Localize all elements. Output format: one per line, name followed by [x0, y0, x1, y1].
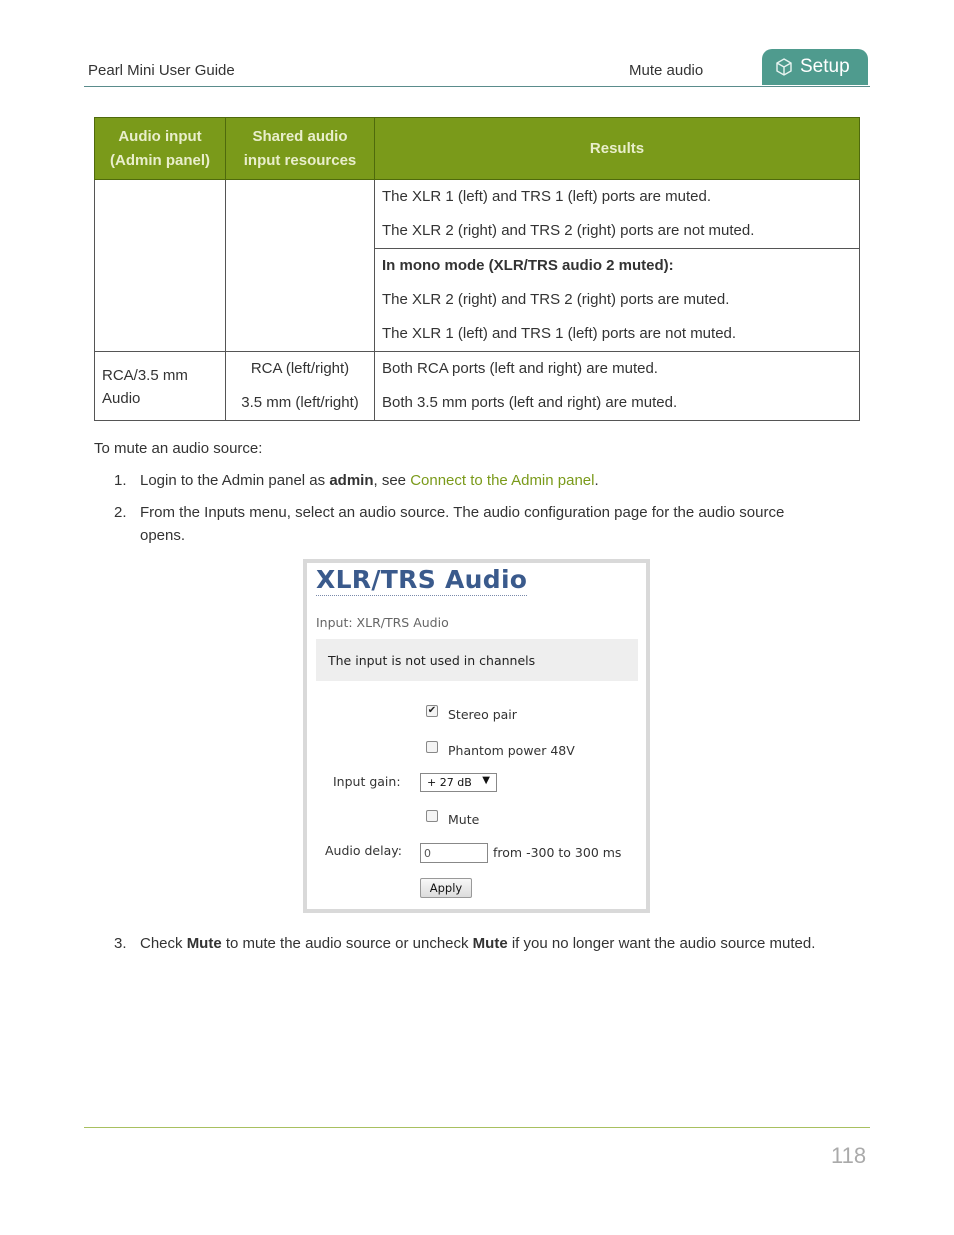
table-cell-empty — [226, 180, 375, 352]
cube-icon — [774, 57, 794, 77]
intro-text: To mute an audio source: — [94, 440, 263, 457]
table-cell-shared: RCA (left/right) 3.5 mm (left/right) — [226, 352, 375, 421]
stereo-pair-checkbox[interactable]: ✔ — [427, 705, 437, 716]
table-cell-results — [375, 180, 860, 249]
table-cell-empty — [95, 180, 226, 352]
table-cell-audio-input: RCA/3.5 mm Audio — [95, 352, 226, 421]
audio-delay-label: Audio delay: — [325, 843, 402, 858]
result-line: The XLR 2 (right) and TRS 2 (right) ports are muted. — [382, 291, 730, 308]
input-gain-label: Input gain: — [333, 774, 401, 789]
chevron-down-icon: ▼ — [482, 775, 490, 786]
stereo-pair-label: Stereo pair — [448, 707, 517, 722]
channel-notice: The input is not used in channels — [316, 639, 638, 681]
page-number: 118 — [831, 1143, 867, 1168]
document-title: Pearl Mini User Guide — [88, 62, 235, 79]
audio-delay-input[interactable]: 0 — [420, 843, 488, 863]
mute-label: Mute — [448, 812, 480, 827]
table-row — [95, 180, 860, 249]
table-cell-results — [375, 352, 860, 421]
header-divider — [84, 86, 870, 87]
input-label: Input: XLR/TRS Audio — [316, 615, 449, 630]
input-gain-select[interactable]: + 27 dB ▼ — [420, 773, 497, 792]
mono-mode-heading: In mono mode (XLR/TRS audio 2 muted): — [382, 257, 674, 274]
audio-config-screenshot — [303, 559, 650, 913]
connect-admin-link[interactable]: Connect to the Admin panel — [410, 472, 595, 489]
mute-checkbox[interactable] — [426, 810, 438, 822]
setup-tab-label: Setup — [800, 56, 850, 77]
config-title: XLR/TRS Audio — [316, 565, 528, 594]
footer-divider — [84, 1127, 870, 1128]
header-shared-audio: Shared audio input resources — [226, 118, 375, 180]
phantom-power-label: Phantom power 48V — [448, 743, 575, 758]
section-title: Mute audio — [629, 62, 704, 79]
table-cell-results — [375, 249, 860, 352]
result-line: The XLR 1 (left) and TRS 1 (left) ports are muted. — [382, 188, 712, 205]
apply-button[interactable]: Apply — [420, 878, 472, 898]
result-line: Both 3.5 mm ports (left and right) are muted. — [382, 394, 678, 411]
audio-delay-hint: from -300 to 300 ms — [493, 845, 622, 860]
results-table — [94, 117, 860, 421]
header-audio-input: Audio input (Admin panel) — [95, 118, 226, 180]
result-line: Both RCA ports (left and right) are muted. — [382, 360, 658, 377]
table-row — [95, 352, 860, 421]
phantom-power-checkbox[interactable] — [426, 741, 438, 753]
setup-tab — [762, 49, 868, 85]
result-line: The XLR 2 (right) and TRS 2 (right) ports are not muted. — [382, 222, 755, 239]
table-header-row — [95, 118, 860, 180]
result-line: The XLR 1 (left) and TRS 1 (left) ports are not muted. — [382, 325, 737, 342]
header-results: Results — [375, 118, 860, 180]
